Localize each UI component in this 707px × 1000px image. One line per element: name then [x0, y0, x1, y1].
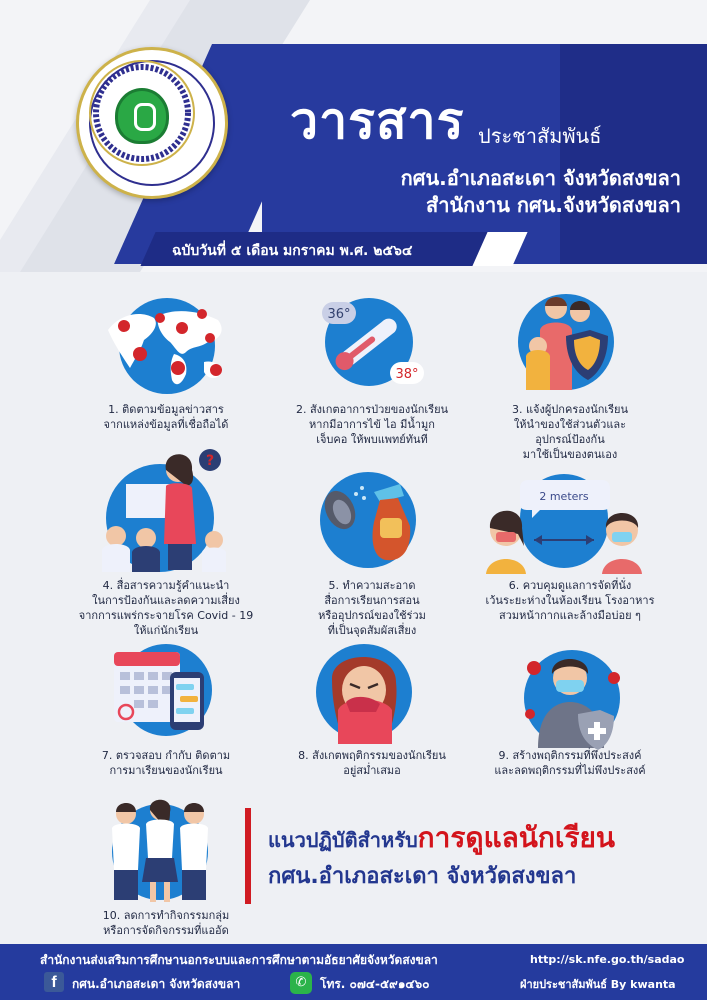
footer-website-link[interactable]: http://sk.nfe.go.th/sadao — [530, 953, 685, 966]
guideline-accent-bar — [245, 808, 251, 904]
calendar-phone-icon — [112, 640, 212, 740]
masked-hero-icon — [520, 644, 624, 750]
tip-1-text: 1. ติดตามข้อมูลข่าวสาร จากแหล่งข้อมูลที่เชื่อถือได้ — [103, 403, 229, 431]
temp-low-label: 36° — [327, 307, 351, 322]
office-seal-icon — [76, 47, 228, 199]
tip-10-text: 10. ลดการทำกิจกรรมกลุ่ม หรือการจัดกิจกรรมที่แออัด — [102, 909, 230, 937]
tip-8-text: 8. สังเกตพฤติกรรมของนักเรียน อยู่สม่ำเสมอ — [298, 749, 446, 777]
facebook-icon: f — [44, 972, 64, 992]
world-map-virus-icon — [100, 296, 234, 396]
guideline-prefix: แนวปฏิบัติสำหรับ — [268, 828, 418, 852]
guideline-org: กศน.อำเภอสะเดา จังหวัดสงขลา — [268, 864, 577, 889]
tip-4-text: 4. สื่อสารความรู้คำแนะนำ ในการป้องกันและลดความเสี่ยง จากการแพร่กระจายโรค Covid - 19 ให้แก่นักเรียน — [78, 579, 254, 637]
teacher-classroom-icon — [96, 448, 230, 572]
issue-date: ฉบับวันที่ ๕ เดือน มกราคม พ.ศ. ๒๕๖๔ — [172, 243, 413, 259]
tip-9-text: 9. สร้างพฤติกรรมที่พึงประสงค์ และลดพฤติกรรมที่ไม่พึงประสงค์ — [494, 749, 646, 777]
footer-credit: ฝ่ายประชาสัมพันธ์ By kwanta — [520, 978, 676, 991]
family-shield-icon — [516, 290, 616, 394]
sneezing-person-icon — [314, 640, 414, 744]
phone-icon: ✆ — [290, 972, 312, 994]
tip-2-text: 2. สังเกตอาการป่วยของนักเรียน หากมีอาการไข้ ไอ มีน้ำมูก เจ็บคอ ให้พบแพทย์ทันที — [295, 403, 449, 446]
footer-facebook-link[interactable]: กศน.อำเภอสะเดา จังหวัดสงขลา — [72, 977, 241, 991]
newsletter-subtitle: ประชาสัมพันธ์ — [478, 124, 602, 148]
tip-5-text: 5. ทำความสะอาด สื่อการเรียนการสอน หรืออุปกรณ์ของใช้ร่วม ที่เป็นจุดสัมผัสเสี่ยง — [318, 579, 426, 637]
distance-label: 2 meters — [539, 490, 589, 503]
guideline-heading — [268, 816, 615, 860]
svg-text:?: ? — [205, 453, 215, 469]
org-line-district: กศน.อำเภอสะเดา จังหวัดสงขลา — [400, 166, 681, 190]
students-group-icon — [104, 798, 216, 904]
header-dark-panel — [560, 44, 707, 264]
tip-3-text: 3. แจ้งผู้ปกครองนักเรียน ให้นำของใช้ส่วนตัวและ อุปกรณ์ป้องกัน มาใช้เป็นของตนเอง — [511, 403, 629, 461]
footer-phone[interactable]: โทร. ๐๗๔-๕๙๑๔๖๐ — [320, 977, 430, 991]
spray-bottle-icon — [314, 470, 424, 574]
footer-org-name: สำนักงานส่งเสริมการศึกษานอกระบบและการศึกษาตามอัธยาศัยจังหวัดสงขลา — [40, 953, 438, 967]
org-line-province: สำนักงาน กศน.จังหวัดสงขลา — [426, 193, 681, 217]
seal-emblem-icon — [115, 88, 169, 144]
tip-7-text: 7. ตรวจสอบ กำกับ ติดตาม การมาเรียนของนักเรียน — [101, 749, 231, 777]
social-distance-icon — [484, 474, 644, 574]
newsletter-title: วารสาร — [290, 93, 465, 149]
guideline-highlight: การดูแลนักเรียน — [417, 821, 616, 854]
thermometer-icon — [314, 296, 424, 388]
tip-6-text: 6. ควบคุมดูแลการจัดที่นั่ง เว้นระยะห่างในห้องเรียน โรงอาหาร สวมหน้ากากและล้างมือบ่อย ๆ — [485, 579, 655, 622]
temp-high-label: 38° — [395, 367, 419, 382]
